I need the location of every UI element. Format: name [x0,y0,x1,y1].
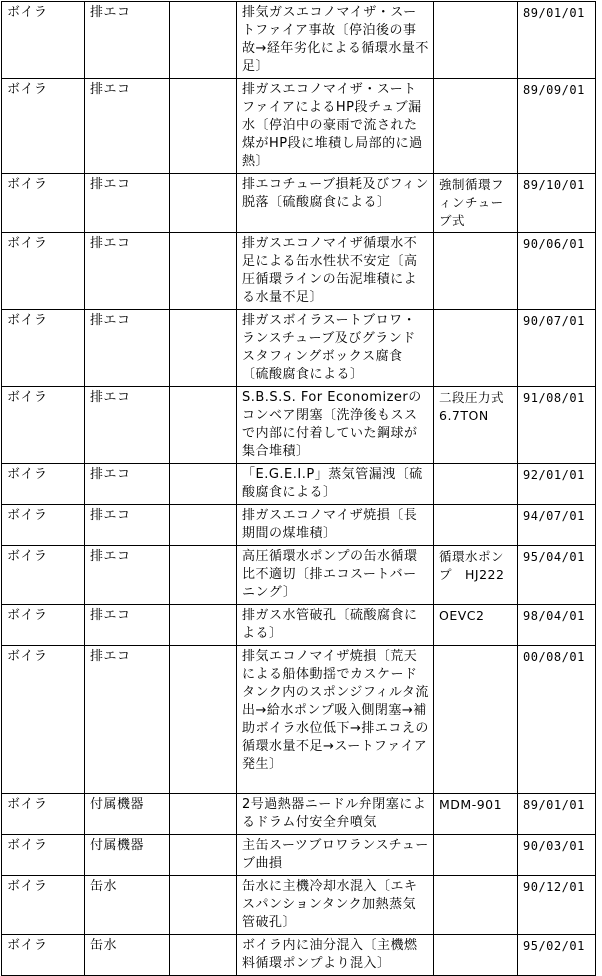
empty-cell [170,646,237,794]
table-row [2,646,596,794]
system-cell: ボイラ [2,464,85,505]
empty-cell [170,605,237,646]
model-cell [434,79,518,174]
date-cell: 90/06/01 [518,233,596,310]
description-cell: 排ガス水管破孔〔硫酸腐食による〕 [237,605,434,646]
incident-table [1,1,596,976]
component-cell: 付属機器 [85,794,170,835]
system-cell: ボイラ [2,546,85,605]
model-cell: 循環水ポンプ HJ222 [434,546,518,605]
empty-cell [170,174,237,233]
description-cell: 排ガスエコノマイザ焼損〔長期間の煤堆積〕 [237,505,434,546]
component-cell: 付属機器 [85,835,170,876]
empty-cell [170,876,237,935]
model-cell [434,935,518,976]
component-cell: 排エコ [85,79,170,174]
table-body [2,2,596,976]
model-cell [434,646,518,794]
component-cell: 排エコ [85,2,170,79]
description-cell: 排気ガスエコノマイザ・スートファイア事故〔停泊後の事故→経年劣化による循環水量不足〕 [237,2,434,79]
date-cell: 90/07/01 [518,310,596,387]
description-cell: 「E.G.E.I.P」蒸気管漏洩〔硫酸腐食による〕 [237,464,434,505]
component-cell: 排エコ [85,174,170,233]
table-row [2,505,596,546]
model-cell [434,233,518,310]
table-row [2,387,596,464]
date-cell: 94/07/01 [518,505,596,546]
description-cell: 排ガスエコノマイザ・スートファイアによるHP段チュブ漏水〔停泊中の豪雨で流された煤がHP段に堆積し局部的に過熱〕 [237,79,434,174]
table-row [2,310,596,387]
component-cell: 排エコ [85,605,170,646]
empty-cell [170,2,237,79]
component-cell: 排エコ [85,646,170,794]
date-cell: 00/08/01 [518,646,596,794]
component-cell: 排エコ [85,233,170,310]
model-cell: 強制循環フィンチューブ式 [434,174,518,233]
model-cell: OEVC2 [434,605,518,646]
table-row [2,835,596,876]
empty-cell [170,835,237,876]
table-row [2,174,596,233]
model-cell [434,876,518,935]
component-cell: 排エコ [85,310,170,387]
empty-cell [170,387,237,464]
date-cell: 92/01/01 [518,464,596,505]
empty-cell [170,505,237,546]
system-cell: ボイラ [2,505,85,546]
table-row [2,546,596,605]
model-cell: 二段圧力式6.7TON [434,387,518,464]
system-cell: ボイラ [2,79,85,174]
system-cell: ボイラ [2,835,85,876]
date-cell: 95/02/01 [518,935,596,976]
model-cell [434,310,518,387]
component-cell: 排エコ [85,505,170,546]
empty-cell [170,464,237,505]
system-cell: ボイラ [2,233,85,310]
model-cell: MDM-901 [434,794,518,835]
date-cell: 90/12/01 [518,876,596,935]
description-cell: ボイラ内に油分混入〔主機燃料循環ポンプより混入〕 [237,935,434,976]
system-cell: ボイラ [2,310,85,387]
empty-cell [170,233,237,310]
empty-cell [170,794,237,835]
component-cell: 缶水 [85,935,170,976]
description-cell: 排ガスエコノマイザ循環水不足による缶水性状不安定〔高圧循環ラインの缶泥堆積による水量不足〕 [237,233,434,310]
system-cell: ボイラ [2,387,85,464]
system-cell: ボイラ [2,605,85,646]
system-cell: ボイラ [2,794,85,835]
date-cell: 95/04/01 [518,546,596,605]
description-cell: 高圧循環水ポンプの缶水循環比不適切〔排エコスートバーニング〕 [237,546,434,605]
table-row [2,2,596,79]
system-cell: ボイラ [2,935,85,976]
model-cell [434,2,518,79]
description-cell: 主缶スーツブロワランスチューブ曲損 [237,835,434,876]
empty-cell [170,546,237,605]
date-cell: 91/08/01 [518,387,596,464]
date-cell: 89/10/01 [518,174,596,233]
system-cell: ボイラ [2,2,85,79]
component-cell: 排エコ [85,464,170,505]
model-cell [434,505,518,546]
date-cell: 89/09/01 [518,79,596,174]
table-row [2,464,596,505]
system-cell: ボイラ [2,876,85,935]
empty-cell [170,310,237,387]
description-cell: 排ガスボイラスートブロワ・ランスチューブ及びグランドスタフィングボックス腐食〔硫酸腐食による〕 [237,310,434,387]
component-cell: 排エコ [85,387,170,464]
description-cell: 排エコチューブ損耗及びフィン脱落〔硫酸腐食による〕 [237,174,434,233]
table-row [2,605,596,646]
description-cell: 缶水に主機冷却水混入〔エキスパンションタンク加熱蒸気管破孔〕 [237,876,434,935]
date-cell: 89/01/01 [518,2,596,79]
component-cell: 排エコ [85,546,170,605]
date-cell: 90/03/01 [518,835,596,876]
empty-cell [170,79,237,174]
model-cell [434,464,518,505]
table-row [2,79,596,174]
description-cell: 2号過熱器ニードル弁閉塞によるドラム付安全弁噴気 [237,794,434,835]
table-row [2,794,596,835]
description-cell: S.B.S.S. For Economizerのコンベア閉塞〔洗浄後もススで内部に付着していた鋼球が集合堆積〕 [237,387,434,464]
empty-cell [170,935,237,976]
description-cell: 排気エコノマイザ焼損〔荒天による船体動揺でカスケードタンク内のスポンジフィルタ流出→給水ポンプ吸入側閉塞→補助ボイラ水位低下→排エコえの循環水量不足→スートファイア発生〕 [237,646,434,794]
table-row [2,876,596,935]
date-cell: 98/04/01 [518,605,596,646]
table-row [2,233,596,310]
component-cell: 缶水 [85,876,170,935]
table-row [2,935,596,976]
date-cell: 89/01/01 [518,794,596,835]
model-cell [434,835,518,876]
system-cell: ボイラ [2,646,85,794]
system-cell: ボイラ [2,174,85,233]
